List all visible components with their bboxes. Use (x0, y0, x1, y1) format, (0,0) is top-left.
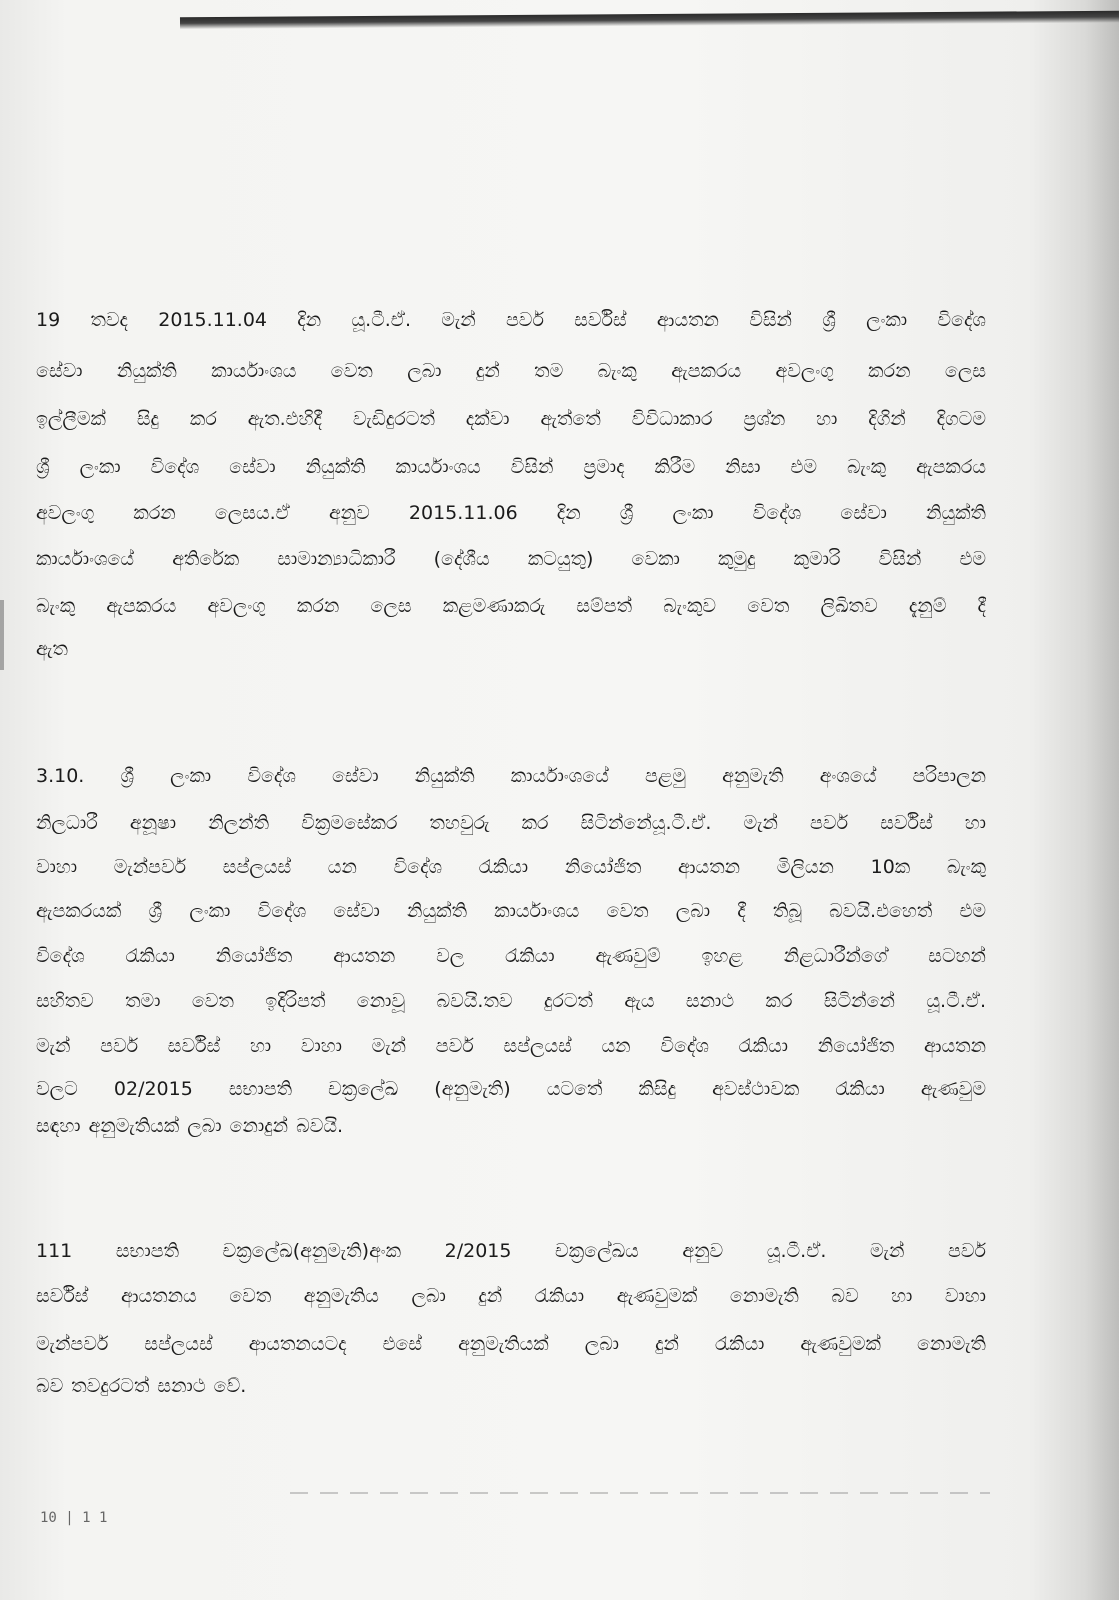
text-line: සඳහා අනුමැතියක් ලබා නොදුන් බවයි. (36, 1115, 344, 1137)
text-line: 111 සභාපති චක්‍රලේඛ(අනුමැති)අංක 2/2015 චක්‍රලේඛය අනුව යූ.ටී.ඒ. මැන් පවර් (36, 1240, 986, 1262)
text-line: නිලධාරී අනූෂා නිලන්ති වික්‍රමසේකර තහවුරු කර සිටින්නේයූ.ටී.ඒ. මැන් පවර් සර්විස් හා (36, 812, 986, 834)
page-footer: 10 | 1 1 (40, 1510, 108, 1526)
footer-divider (290, 1492, 990, 1494)
text-line: ඇපකරයක් ශ්‍රී ලංකා විදේශ සේවා නියුක්ති කාර්යාංශය වෙත ලබා දී තිබූ බවයි.එහෙත් එම (36, 900, 986, 922)
text-line: වාහා මැන්පවර් සප්ලයස් යන විදේශ රැකියා නියෝජිත ආයතන මිලියන 10ක බැංකු (36, 856, 986, 878)
text-line: විදේශ රැකියා නියෝජිත ආයතන වල රැකියා ඇණවුම් ඉහළ නිළධාරීන්ගේ සටහන් (36, 945, 986, 967)
text-line: 3.10. ශ්‍රී ලංකා විදේශ සේවා නියුක්ති කාර්යාංශයේ පළමු අනුමැති අංශයේ පරිපාලන (36, 765, 986, 787)
text-line: බැංකු ඇපකරය අවලංගු කරන ලෙස කළමණාකරු සම්පත් බැංකුව වෙත ලිඛිතව දැනුම් දී (36, 595, 986, 617)
text-line: මැන්පවර් සප්ලයස් ආයතනයටද එසේ අනුමැතියක් ලබා දුන් රැකියා ඇණවුමක් නොමැති (36, 1333, 986, 1355)
text-line: අවලංගු කරන ලෙසය.ඒ අනුව 2015.11.06 දින ශ්‍රී ලංකා විදේශ සේවා නියුක්ති (36, 502, 986, 524)
text-line: ශ්‍රී ලංකා විදේශ සේවා නියුක්ති කාර්යාංශය විසින් ප්‍රමාද කිරීම නිසා එම බැංකු ඇපකරය (36, 456, 986, 478)
text-line: බව තවදුරටත් සනාථ වේ. (36, 1375, 247, 1397)
text-line: ඇත (36, 638, 68, 660)
text-line: සර්විස් ආයතනය වෙත අනුමැතිය ලබා දුන් රැකියා ඇණවුමක් නොමැති බව හා වාහා (36, 1285, 986, 1307)
text-line: 19 තවද 2015.11.04 දින යූ.ටී.ඒ. මැන් පවර් සර්විස් ආයතන විසින් ශ්‍රී ලංකා විදේශ (36, 309, 986, 331)
text-line: සේවා නියුක්ති කාර්යාංශය වෙත ලබා දුන් තම බැංකු ඇපකරය අවලංගු කරන ලෙස (36, 360, 986, 382)
text-line: මැන් පවර් සර්විස් හා වාහා මැන් පවර් සප්ලයස් යන විදේශ රැකියා නියෝජිත ආයතන (36, 1035, 986, 1057)
text-line: වලට 02/2015 සභාපති චක්‍රලේඛ (අනුමැති) යටතේ කිසිදු අවස්ථාවක රැකියා ඇණවුම (36, 1078, 986, 1100)
text-line: සහිතව තමා වෙත ඉදිරිපත් නොවූ බවයි.තව දුරටත් ඇය සනාථ කර සිටින්නේ යූ.ටී.ඒ. (36, 990, 986, 1012)
scan-top-edge (180, 11, 1119, 30)
text-line: ඉල්ලීමක් සිදු කර ඇත.එහිදී වැඩිදුරටත් දක්වා ඇත්තේ විවිධාකාර ප්‍රශ්න හා දිගින් දිගටම (36, 408, 986, 430)
text-line: කාර්යාංශයේ අතිරේක සාමාන්‍යාධිකාරී (දේශීය කටයුතු) වෙකා කුමුදු කුමාරි විසින් එම (36, 548, 986, 570)
scan-left-mark (0, 600, 4, 670)
